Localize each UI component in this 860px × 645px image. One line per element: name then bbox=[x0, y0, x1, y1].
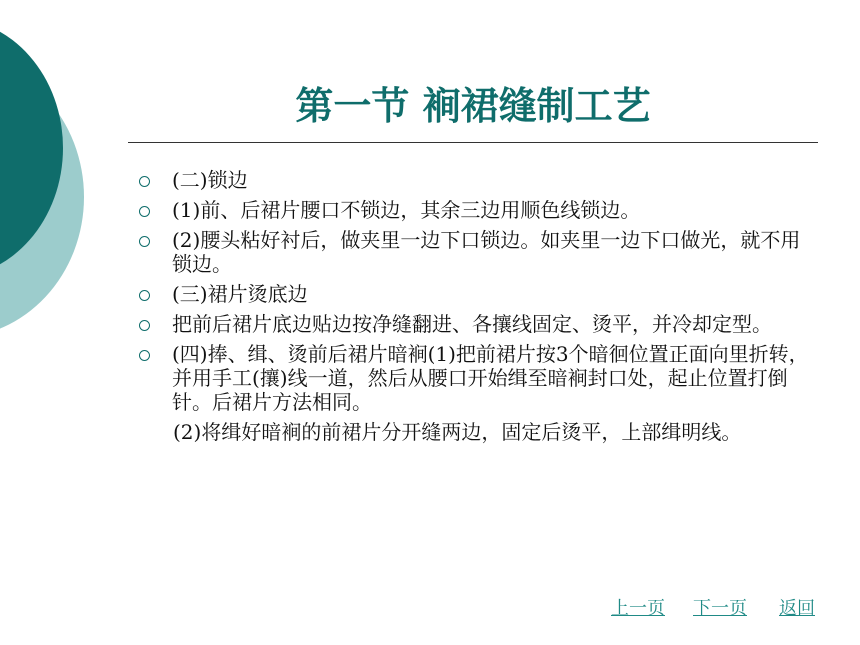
bullet-item bbox=[137, 198, 817, 222]
circle-bullet-icon bbox=[139, 236, 150, 247]
circle-bullet-icon bbox=[139, 350, 150, 361]
bullet-item bbox=[137, 282, 817, 306]
slide-navigation bbox=[0, 597, 860, 623]
bullet-text: (二)锁边 bbox=[172, 168, 248, 192]
bullet-item bbox=[137, 312, 817, 336]
prev-page-link[interactable]: 上一页 bbox=[611, 598, 665, 619]
next-page-link[interactable]: 下一页 bbox=[693, 598, 747, 619]
bullet-item bbox=[137, 228, 817, 276]
bullet-text: (三)裙片烫底边 bbox=[172, 282, 308, 306]
continuation-paragraph bbox=[137, 420, 817, 444]
back-link[interactable]: 返回 bbox=[779, 598, 815, 619]
bullet-item bbox=[137, 342, 817, 414]
bullet-text: (2)腰头粘好衬后，做夹里一边下口锁边。如夹里一边下口做光，就不用锁边。 bbox=[172, 228, 801, 276]
continuation-text: (2)将缉好暗裥的前裙片分开缝两边，固定后烫平，上部缉明线。 bbox=[173, 420, 742, 444]
bullet-text: (四)捧、缉、烫前后裙片暗裥(1)把前裙片按3个暗徊位置正面向里折转，并用手工(攘)线一道，然后从腰口开始缉至暗裥封口处，起止位置打倒针。后裙片方法相同。 bbox=[172, 342, 809, 414]
circle-bullet-icon bbox=[139, 206, 150, 217]
bullet-text: 把前后裙片底边贴边按净缝翻进、各攘线固定、烫平，并冷却定型。 bbox=[172, 312, 772, 336]
circle-bullet-icon bbox=[139, 176, 150, 187]
circle-bullet-icon bbox=[139, 290, 150, 301]
bullet-item bbox=[137, 168, 817, 192]
bullet-text: (1)前、后裙片腰口不锁边，其余三边用顺色线锁边。 bbox=[172, 198, 641, 222]
bullet-list bbox=[137, 168, 817, 450]
title-divider bbox=[128, 142, 818, 143]
circle-bullet-icon bbox=[139, 320, 150, 331]
slide-title: 第一节 裥裙缝制工艺 bbox=[295, 83, 651, 128]
